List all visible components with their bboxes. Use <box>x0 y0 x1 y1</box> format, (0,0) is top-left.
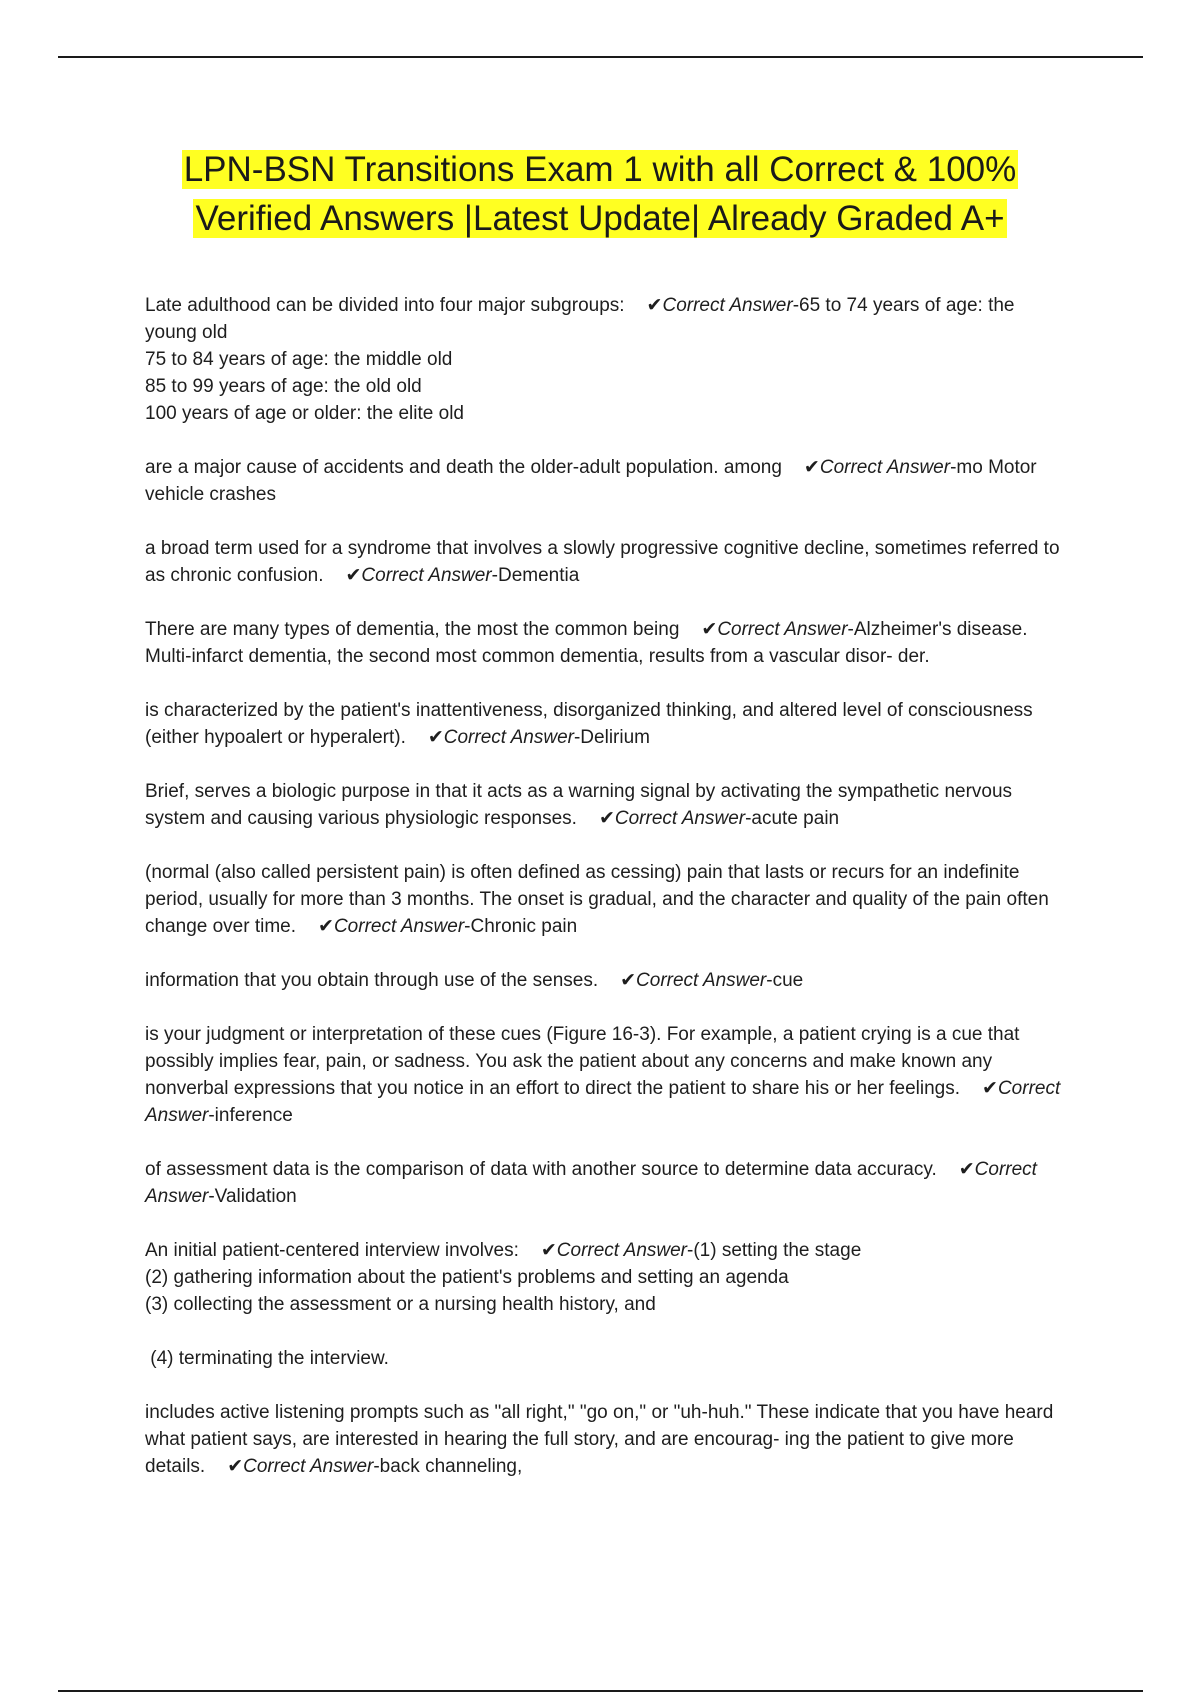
qa-item <box>145 697 1065 751</box>
answer-text: -Delirium <box>573 727 650 748</box>
correct-answer-label: Correct Answer <box>333 916 465 937</box>
question-text: a broad term used for a syndrome that involves a slowly progressive cognitive decline, sometimes referred to as chronic confusion. <box>145 538 1060 586</box>
question-text: are a major cause of accidents and death the older-adult population. among <box>145 457 782 478</box>
answer-text: -Chronic pain <box>464 916 578 937</box>
question-text: There are many types of dementia, the most the common being <box>145 619 680 640</box>
checkmark-icon: ✔ <box>427 727 444 748</box>
answer-text: -65 to 74 years of age: the young old <box>145 295 1015 343</box>
document-title <box>0 145 1200 243</box>
answer-text: -Dementia <box>491 565 580 586</box>
checkmark-icon: ✔ <box>701 619 718 640</box>
qa-list <box>145 292 1065 1507</box>
title-line-2: Verified Answers |Latest Update| Already Graded A+ <box>195 199 1005 238</box>
correct-answer-label: Correct Answer <box>556 1240 687 1261</box>
qa-item <box>145 292 1065 427</box>
answer-text: -inference <box>208 1105 293 1126</box>
qa-line <box>145 697 1065 751</box>
checkmark-icon: ✔ <box>982 1078 998 1099</box>
correct-answer-label: Correct Answer <box>662 295 793 316</box>
qa-line <box>145 1156 1065 1210</box>
question-text: Late adulthood can be divided into four major subgroups: <box>145 295 625 316</box>
qa-item <box>145 967 1065 994</box>
question-text: is your judgment or interpretation of these cues (Figure 16-3). For example, a patient crying is a cue that possibly implies fear, pain, or sadness. You ask the patient about any concerns and make known any nonverbal expressions that you notice in an effort to direct the patient to share his or her feelings. <box>145 1024 1020 1099</box>
answer-text: -(1) setting the stage <box>687 1240 862 1261</box>
qa-line <box>145 616 1065 670</box>
answer-text: -mo Motor vehicle crashes <box>145 457 1037 505</box>
correct-answer-label: Correct Answer <box>819 457 951 478</box>
answer-continuation: 100 years of age or older: the elite old <box>145 403 464 424</box>
question-text: (normal (also called persistent pain) is often defined as cessing) pain that lasts or recurs for an indefinite period, usually for more than 3 months. The onset is gradual, and the character and quality of the pain often change over time. <box>145 862 1049 937</box>
correct-answer-label: Correct Answer <box>243 1456 374 1477</box>
qa-line <box>145 859 1065 940</box>
title-line-1: LPN-BSN Transitions Exam 1 with all Correct & 100% <box>183 150 1017 189</box>
correct-answer-label: Correct Answer <box>361 565 492 586</box>
qa-line <box>145 1021 1065 1129</box>
correct-answer-label: Correct Answer <box>614 808 746 829</box>
checkmark-icon: ✔ <box>318 916 334 937</box>
checkmark-icon: ✔ <box>803 457 820 478</box>
checkmark-icon: ✔ <box>646 295 663 316</box>
qa-line <box>145 454 1065 508</box>
qa-item <box>145 1156 1065 1210</box>
correct-answer-label: Correct Answer <box>717 619 848 640</box>
answer-continuation: (2) gathering information about the patient's problems and setting an agenda <box>145 1267 789 1288</box>
qa-item <box>145 1021 1065 1129</box>
qa-line <box>145 292 1065 346</box>
bottom-divider <box>58 1690 1143 1692</box>
correct-answer-label: Correct Answer <box>145 1159 1037 1207</box>
checkmark-icon: ✔ <box>227 1456 244 1477</box>
answer-text: -cue <box>766 970 804 991</box>
answer-continuation: 85 to 99 years of age: the old old <box>145 376 422 397</box>
correct-answer-label: Correct Answer <box>636 970 767 991</box>
answer-text: -Alzheimer's disease. Multi-infarct dementia, the second most common dementia, results from a vascular disor- der. <box>145 619 1028 667</box>
qa-item <box>145 616 1065 670</box>
answer-text: -Validation <box>208 1186 297 1207</box>
question-text: Brief, serves a biologic purpose in that it acts as a warning signal by activating the sympathetic nervous system and causing various physiologic responses. <box>145 781 1013 829</box>
checkmark-icon: ✔ <box>958 1159 975 1180</box>
question-text: includes active listening prompts such as "all right," "go on," or "uh-huh." These indicate that you have heard what patient says, are interested in hearing the full story, and are encourag- ing the patient to give more details. <box>145 1402 1054 1477</box>
checkmark-icon: ✔ <box>540 1240 557 1261</box>
checkmark-icon: ✔ <box>598 808 615 829</box>
qa-item <box>145 778 1065 832</box>
qa-item <box>145 859 1065 940</box>
checkmark-icon: ✔ <box>345 565 362 586</box>
question-text: An initial patient-centered interview involves: <box>145 1240 519 1261</box>
question-text: is characterized by the patient's inattentiveness, disorganized thinking, and altered level of consciousness (either hypoalert or hyperalert). <box>145 700 1033 748</box>
qa-line <box>145 1399 1065 1480</box>
answer-continuation: (3) collecting the assessment or a nursing health history, and <box>145 1294 656 1315</box>
answer-continuation: 75 to 84 years of age: the middle old <box>145 349 453 370</box>
qa-line <box>145 967 1065 994</box>
top-divider <box>58 56 1143 58</box>
qa-line <box>145 778 1065 832</box>
qa-item <box>145 454 1065 508</box>
qa-item <box>145 1399 1065 1480</box>
qa-item <box>145 1345 1065 1372</box>
qa-text: (4) terminating the interview. <box>145 1348 389 1369</box>
qa-item <box>145 1237 1065 1318</box>
checkmark-icon: ✔ <box>620 970 637 991</box>
qa-item <box>145 535 1065 589</box>
qa-line <box>145 1237 1065 1264</box>
question-text: information that you obtain through use of the senses. <box>145 970 599 991</box>
answer-text: -acute pain <box>745 808 840 829</box>
correct-answer-label: Correct Answer <box>145 1078 1061 1126</box>
question-text: of assessment data is the comparison of data with another source to determine data accuracy. <box>145 1159 937 1180</box>
correct-answer-label: Correct Answer <box>443 727 574 748</box>
answer-text: -back channeling, <box>373 1456 523 1477</box>
qa-line <box>145 535 1065 589</box>
